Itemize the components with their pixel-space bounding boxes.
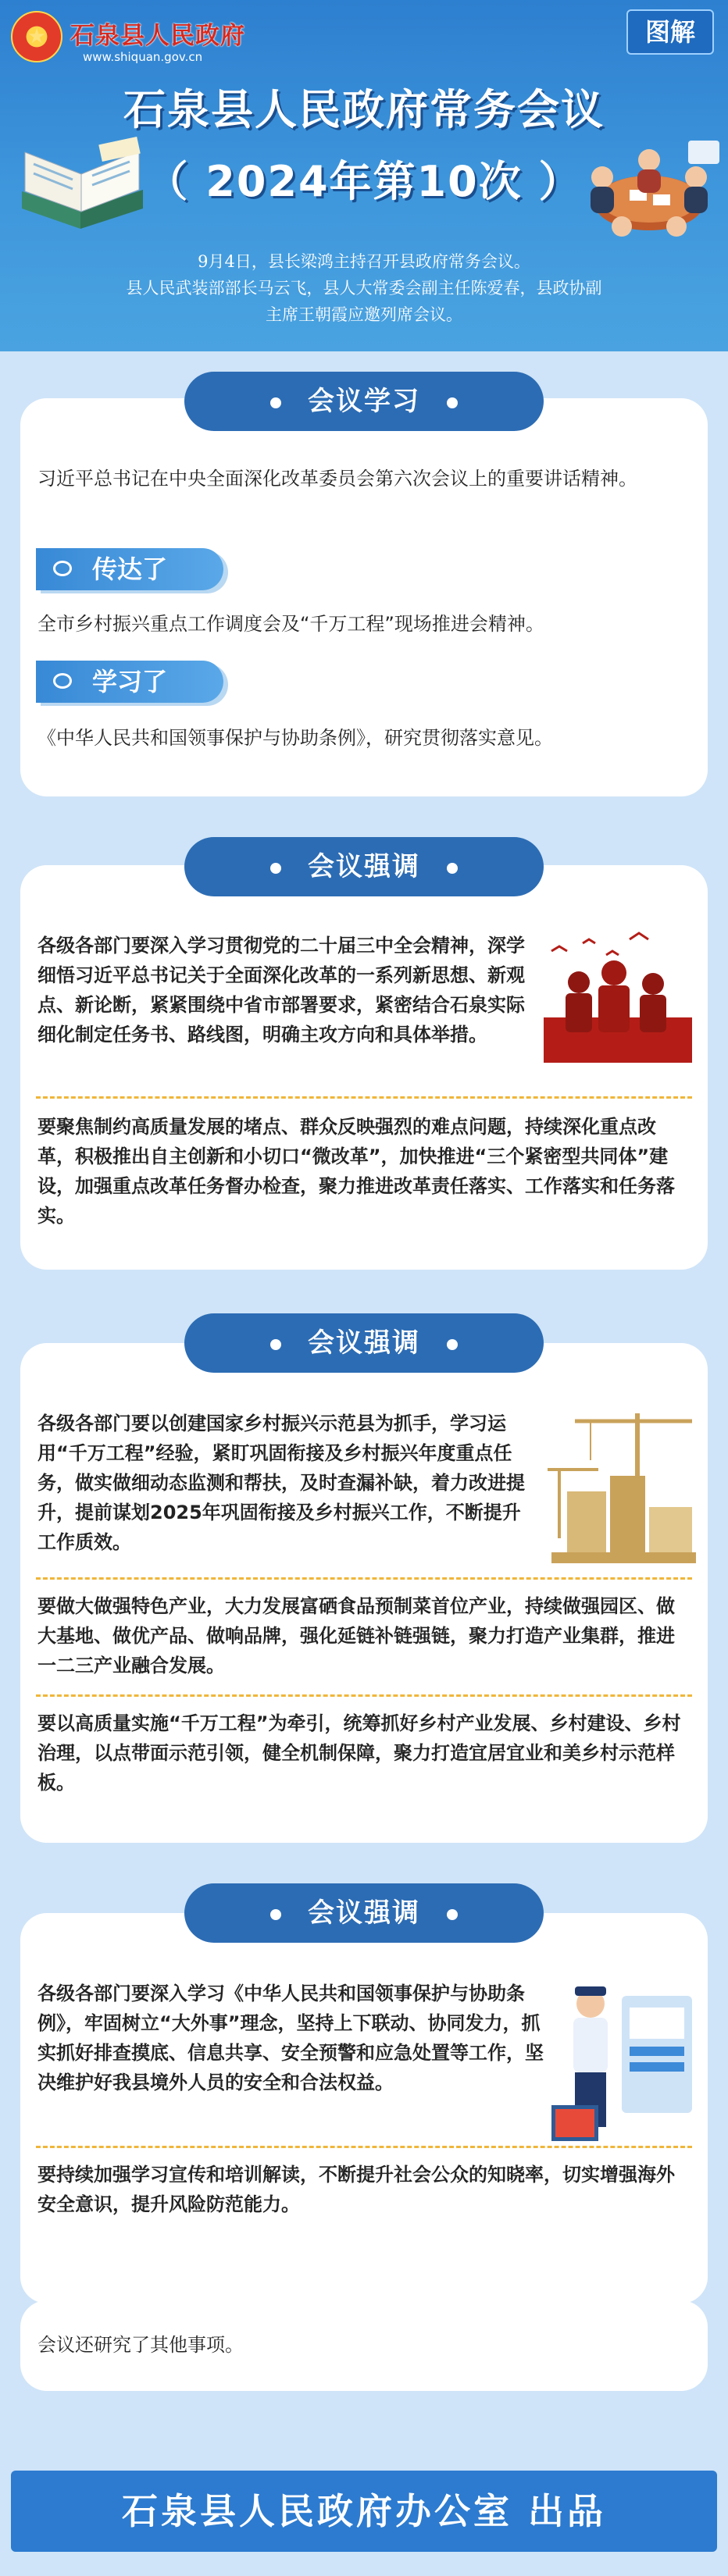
section-emphasis-card-2: [20, 1343, 708, 1843]
dot-icon: [270, 1909, 281, 1920]
page-subtitle: （ 2024年第10次 ）: [145, 157, 583, 206]
section-heading-study: [184, 372, 544, 431]
dot-icon: [447, 397, 458, 408]
page-title: 石泉县人民政府常务会议: [123, 85, 605, 134]
tag-learned: [36, 661, 223, 703]
brand-logo[interactable]: [11, 11, 261, 66]
section-heading-emphasis-2: [184, 1313, 544, 1373]
emphasis1-para2: 要聚焦制约高质量发展的堵点、群众反映强烈的难点问题，持续深化重点改革，积极推出自主创新和小切口“微改革”，加快推进“三个紧密型共同体”建设，加强重点改革任务督办检查，聚力推进改革责任落实、工作落实和任务落实。: [37, 1116, 675, 1227]
brand-url: www.shiquan.gov.cn: [83, 50, 203, 64]
dot-icon: [270, 1339, 281, 1350]
emphasis2-para2: 要做大做强特色产业，大力发展富硒食品预制菜首位产业，持续做强园区、做大基地、做优产品、做响品牌，强化延链补链强链，聚力打造产业集群，推进一二三产业融合发展。: [37, 1595, 675, 1676]
heading-label: 会议学习: [308, 386, 420, 417]
emphasis2-para1: 各级各部门要以创建国家乡村振兴示范县为抓手，学习运用“千万工程”经验，紧盯巩固衔接及乡村振兴年度重点任务，做实做细动态监测和帮扶，及时查漏补缺，着力改进提升，提前谋划2025年巩固衔接及乡村振兴工作，不断提升工作质效。: [37, 1413, 525, 1553]
brand-name: 石泉县人民政府: [70, 22, 245, 50]
dashed-divider: [36, 2146, 692, 2148]
closing-card: [20, 2300, 708, 2391]
intro-line: 县人民武装部部长马云飞，县人大常委会副主任陈爱春，县政协副: [126, 279, 602, 298]
tag-conveyed: [36, 548, 223, 590]
intro-line: 9月4日，县长梁鸿主持召开县政府常务会议。: [198, 252, 530, 271]
emphasis1-para1: 各级各部门要深入学习贯彻党的二十届三中全会精神，深学细悟习近平总书记关于全面深化改革的一系列新思想、新观点、新论断，紧紧围绕中省市部署要求，紧密结合石泉实际细化制定任务书、路线图，明确主攻方向和具体举措。: [37, 935, 525, 1046]
dot-icon: [447, 1909, 458, 1920]
heading-label: 会议强调: [308, 1327, 420, 1359]
heading-label: 会议强调: [308, 1897, 420, 1929]
dashed-divider: [36, 1577, 692, 1580]
tag-label: 传达了: [92, 554, 168, 584]
speech-bubble-icon: [53, 673, 72, 689]
speech-bubble-icon: [53, 561, 72, 576]
dot-icon: [270, 397, 281, 408]
study-item-2: 全市乡村振兴重点工作调度会及“千万工程”现场推进会精神。: [37, 613, 544, 635]
dot-icon: [270, 863, 281, 874]
tag-label: 学习了: [92, 667, 168, 697]
footer-publisher: 石泉县人民政府办公室 出品: [11, 2471, 717, 2552]
national-emblem-icon: ★: [11, 11, 62, 62]
dashed-divider: [36, 1096, 692, 1099]
meeting-intro: [0, 248, 728, 328]
study-item-3: 《中华人民共和国领事保护与协助条例》，研究贯彻落实意见。: [37, 727, 553, 749]
open-book-illustration: [14, 137, 151, 234]
dot-icon: [447, 1339, 458, 1350]
emphasis3-para1: 各级各部门要深入学习《中华人民共和国领事保护与协助条例》，牢固树立“大外事”理念，坚持上下联动、协同发力，抓实抓好排查摸底、信息共享、安全预警和应急处置等工作，坚决维护好我县境外人员的安全和合法权益。: [37, 1983, 544, 2093]
heading-label: 会议强调: [308, 851, 420, 882]
tujie-badge: 图解: [626, 9, 714, 55]
section-study-card: [20, 398, 708, 796]
emphasis3-para2: 要持续加强学习宣传和培训解读，不断提升社会公众的知晓率，切实增强海外安全意识，提升风险防范能力。: [37, 2164, 675, 2215]
study-item-1: 习近平总书记在中央全面深化改革委员会第六次会议上的重要讲话精神。: [37, 468, 637, 490]
customs-officer-illustration: [551, 1972, 700, 2144]
silhouette-illustration: [536, 928, 700, 1068]
dot-icon: [447, 863, 458, 874]
meeting-illustration: [575, 129, 723, 246]
emphasis2-para3: 要以高质量实施“千万工程”为牵引，统筹抓好乡村产业发展、乡村建设、乡村治理，以点带面示范引领，健全机制保障，聚力打造宜居宜业和美乡村示范样板。: [37, 1712, 681, 1794]
header-banner: [0, 0, 728, 351]
dashed-divider: [36, 1694, 692, 1697]
construction-illustration: [544, 1406, 700, 1569]
section-heading-emphasis-3: [184, 1883, 544, 1943]
section-heading-emphasis-1: [184, 837, 544, 896]
section-emphasis-card-1: [20, 865, 708, 1270]
closing-text: 会议还研究了其他事项。: [37, 2334, 244, 2356]
footer: [0, 2447, 728, 2576]
intro-line: 主席王朝霞应邀列席会议。: [266, 305, 462, 324]
section-emphasis-card-3: [20, 1913, 708, 2303]
